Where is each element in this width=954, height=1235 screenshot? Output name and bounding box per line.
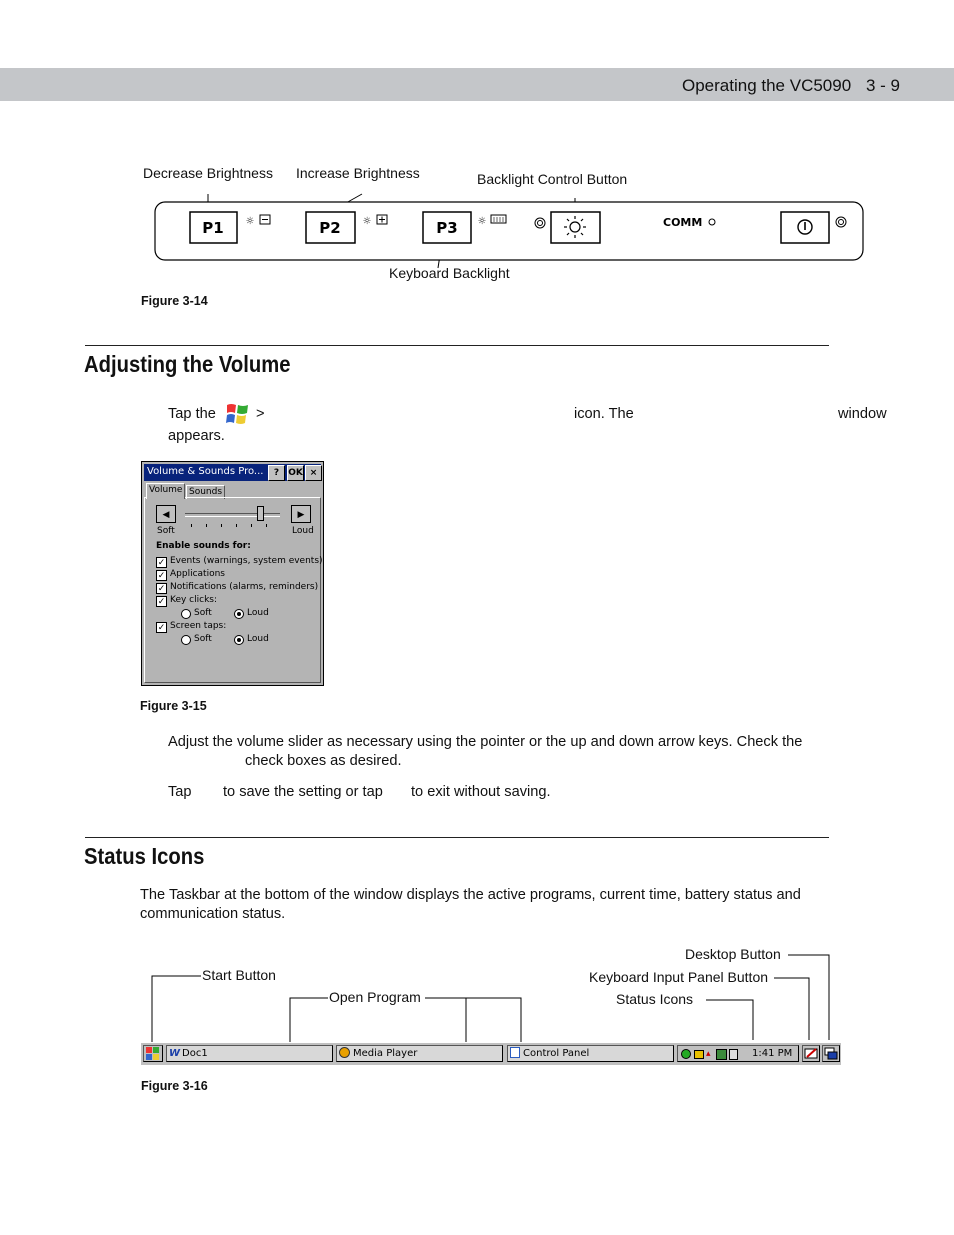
comm-label: COMM — [663, 216, 703, 229]
control-panel-diagram — [150, 180, 870, 285]
radio-key-clicks-soft-label: Soft — [194, 608, 212, 618]
label-backlight-control: Backlight Control Button — [477, 171, 628, 187]
help-button[interactable]: ? — [268, 465, 285, 481]
radio-key-clicks-soft[interactable] — [181, 609, 191, 619]
checkbox-key-clicks[interactable]: ✓ — [157, 596, 166, 606]
key-p3: P3 — [436, 219, 458, 237]
taskbar-item-doc1[interactable] — [166, 1045, 333, 1062]
para-tap-mid: to save the setting or tap — [223, 784, 383, 800]
radio-key-clicks-loud-label: Loud — [247, 608, 269, 618]
text-icon-the: icon. The — [574, 406, 634, 422]
volume-down-button[interactable]: ◀ — [156, 505, 176, 523]
text-appears: appears. — [168, 428, 225, 444]
start-button[interactable] — [143, 1045, 163, 1062]
svg-text:☼: ☼ — [362, 216, 372, 227]
windows-start-icon — [224, 400, 251, 427]
windows-logo-icon — [144, 1046, 162, 1061]
taskbar-callout-lines — [140, 950, 840, 1050]
taskbar-item-label: Doc1 — [182, 1048, 208, 1059]
label-decrease-brightness: Decrease Brightness — [143, 165, 273, 181]
media-player-icon — [339, 1047, 350, 1058]
para-tap: Tap — [168, 784, 192, 800]
para-taskbar-line2: communication status. — [140, 906, 286, 922]
ok-button[interactable]: OK — [287, 465, 304, 481]
para-taskbar-line1: The Taskbar at the bottom of the window displays the active programs, current time, battery status and — [140, 887, 801, 903]
volume-slider-thumb[interactable] — [257, 506, 264, 521]
page-header-title: Operating the VC5090 — [682, 76, 852, 95]
volume-tab-panel — [144, 497, 321, 683]
enable-sounds-label: Enable sounds for: — [156, 541, 251, 551]
svg-text:☼: ☼ — [477, 216, 487, 227]
soft-label: Soft — [157, 526, 175, 536]
radio-key-clicks-loud[interactable] — [234, 609, 244, 619]
radio-status-icon[interactable] — [694, 1050, 704, 1059]
label-keyboard-input-panel: Keyboard Input Panel Button — [589, 969, 769, 985]
para-adjust-line2: check boxes as desired. — [245, 753, 402, 769]
heading-status-icons: Status Icons — [84, 843, 205, 869]
checkbox-key-clicks-label: Key clicks: — [170, 595, 218, 605]
volume-up-button[interactable]: ▶ — [291, 505, 311, 523]
section-divider — [85, 837, 829, 838]
checkbox-applications-label: Applications — [170, 569, 225, 579]
svg-text:☼: ☼ — [245, 216, 255, 227]
network-icon[interactable] — [716, 1049, 727, 1060]
desktop-icon — [823, 1046, 839, 1061]
label-start-button: Start Button — [202, 967, 276, 983]
taskbar — [141, 1042, 841, 1065]
checkbox-applications[interactable]: ✓ — [157, 570, 166, 580]
dialog-title-bar — [144, 464, 321, 481]
key-p1: P1 — [202, 219, 224, 237]
taskbar-item-control-panel[interactable] — [507, 1045, 674, 1062]
label-open-program: Open Program — [329, 989, 421, 1005]
label-desktop-button: Desktop Button — [685, 946, 781, 962]
figure-3-14-caption: Figure 3-14 — [141, 294, 208, 308]
figure-3-16-caption: Figure 3-16 — [141, 1079, 208, 1093]
label-status-icons: Status Icons — [616, 991, 694, 1007]
taskbar-item-media-player[interactable] — [336, 1045, 503, 1062]
tab-sounds[interactable]: Sounds — [186, 485, 225, 499]
label-increase-brightness: Increase Brightness — [296, 165, 420, 181]
checkbox-screen-taps-label: Screen taps: — [170, 621, 227, 631]
word-document-icon: W — [169, 1048, 181, 1059]
section-divider — [85, 345, 829, 346]
battery-icon[interactable] — [729, 1049, 738, 1060]
figure-3-15-caption: Figure 3-15 — [140, 699, 207, 713]
desktop-button[interactable] — [822, 1045, 840, 1062]
volume-sounds-dialog — [141, 461, 324, 686]
radio-screen-taps-soft[interactable] — [181, 635, 191, 645]
signal-icon[interactable]: ▴ — [706, 1049, 711, 1059]
checkbox-notifications-label: Notifications (alarms, reminders) — [170, 582, 319, 592]
status-tray — [677, 1045, 799, 1062]
taskbar-item-label: Media Player — [353, 1048, 418, 1059]
para-tap-end: to exit without saving. — [411, 784, 551, 800]
taskbar-item-label: Control Panel — [523, 1048, 590, 1059]
clock[interactable]: 1:41 PM — [752, 1048, 793, 1059]
dialog-title: Volume & Sounds Pro... — [147, 466, 264, 477]
close-button[interactable]: × — [305, 465, 322, 481]
text-tap-the: Tap the — [168, 406, 216, 422]
page-number: 3 - 9 — [866, 76, 901, 95]
radio-screen-taps-loud-label: Loud — [247, 634, 269, 644]
tab-volume[interactable]: Volume — [146, 483, 185, 499]
checkbox-events[interactable]: ✓ — [157, 557, 166, 567]
loud-label: Loud — [292, 526, 314, 536]
heading-adjusting-volume: Adjusting the Volume — [84, 351, 291, 377]
volume-slider-ticks — [191, 524, 279, 527]
control-panel-icon — [510, 1047, 520, 1058]
para-adjust-line1: Adjust the volume slider as necessary using the pointer or the up and down arrow keys. Check the — [168, 734, 803, 750]
text-window: window — [838, 406, 887, 422]
key-p2: P2 — [319, 219, 341, 237]
label-keyboard-backlight: Keyboard Backlight — [389, 265, 510, 281]
keyboard-input-panel-button[interactable] — [802, 1045, 820, 1062]
volume-slider-track[interactable] — [185, 513, 280, 517]
checkbox-notifications[interactable]: ✓ — [157, 583, 166, 593]
checkbox-screen-taps[interactable]: ✓ — [157, 622, 166, 632]
input-panel-icon — [803, 1046, 819, 1061]
checkbox-events-label: Events (warnings, system events) — [170, 556, 323, 566]
radio-screen-taps-soft-label: Soft — [194, 634, 212, 644]
radio-screen-taps-loud[interactable] — [234, 635, 244, 645]
connection-status-icon[interactable] — [681, 1049, 691, 1059]
text-gt: > — [256, 406, 265, 422]
